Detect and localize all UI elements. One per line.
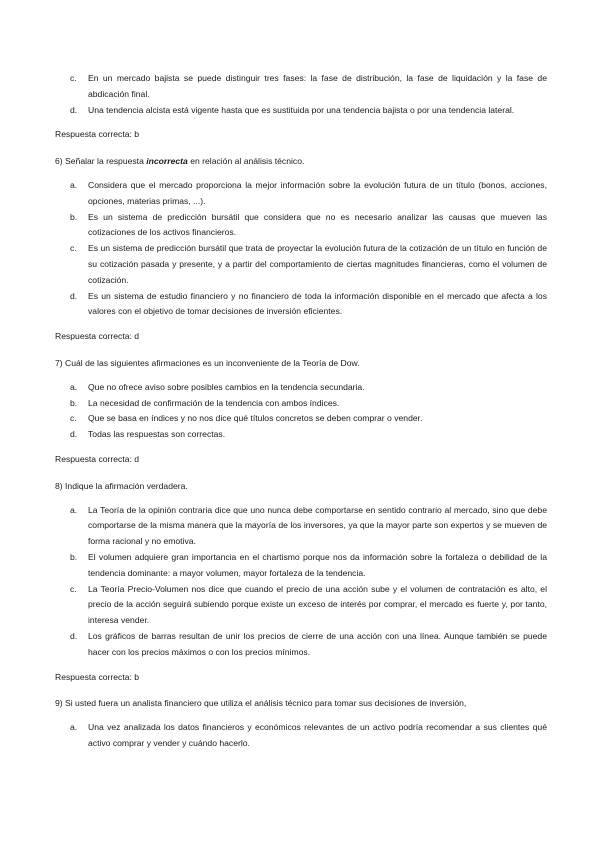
question-9-options (55, 720, 547, 752)
option-letter: a. (70, 504, 78, 515)
option-letter: b. (70, 397, 78, 408)
question-emphasis: incorrecta (146, 156, 188, 167)
list-item (55, 720, 547, 752)
list-item (55, 396, 547, 412)
option-text: El volumen adquiere gran importancia en el chartismo porque nos da información sobre la fortaleza o debilidad de la tendencia dominante: a mayor volumen, mayor fortaleza de la tendencia. (88, 551, 547, 578)
list-item (55, 380, 547, 396)
list-item (55, 71, 547, 103)
list-item (55, 550, 547, 582)
correct-answer: Respuesta correcta: d (55, 331, 140, 342)
option-text: Que se basa en índices y no nos dice qué títulos concretos se deben comprar o vender. (88, 413, 423, 424)
option-letter: d. (70, 290, 78, 301)
option-text: La Teoría de la opinión contraria dice que uno nunca debe comportarse en sentido contrario al mercado, sino que debe comportarse de la misma manera que la mayoría de los inversores, ya que la mayor parte son expertos y se mueven de forma racional y no emotiva. (88, 504, 547, 547)
list-item (55, 411, 547, 427)
option-letter: a. (70, 179, 78, 190)
option-text: Que no ofrece aviso sobre posibles cambios en la tendencia secundaria. (88, 381, 365, 392)
list-item (55, 427, 547, 443)
option-text: Es un sistema de estudio financiero y no financiero de toda la información disponible en el mercado que afecta a los valores con el objetivo de tomar decisiones de inversión eficientes. (88, 290, 547, 317)
option-text: Una tendencia alcista está vigente hasta que es sustituida por una tendencia bajista o por una tendencia lateral. (88, 104, 515, 115)
correct-answer: Respuesta correcta: b (55, 671, 140, 682)
list-item (55, 503, 547, 550)
question-text: 6) Señalar la respuesta (55, 156, 147, 167)
option-text: Es un sistema de predicción bursátil que considera que no es necesario analizar las causas que mueven las cotizaciones de los activos financieros. (88, 211, 547, 238)
option-letter: b. (70, 551, 78, 562)
option-text: Los gráficos de barras resultan de unir los precios de cierre de una acción con una línea. Aunque también se puede hacer con los precios máximos o con los precios mínimos. (88, 630, 547, 657)
option-text: Una vez analizada los datos financieros y económicos relevantes de un activo podría recomendar a sus clientes qué activo comprar y vender y cuándo hacerlo. (88, 722, 547, 748)
question-text: en relación al análisis técnico. (187, 156, 305, 167)
question-7-prompt: 7) Cuál de las siguientes afirmaciones es un inconveniente de la Teoría de Dow. (55, 357, 360, 368)
option-text: Todas las respuestas son correctas. (88, 429, 226, 440)
option-letter: c. (70, 413, 77, 424)
option-text: En un mercado bajista se puede distinguir tres fases: la fase de distribución, la fase de liquidación y la fase de abdicación final. (88, 73, 547, 99)
option-letter: d. (70, 630, 78, 641)
list-item (55, 582, 547, 629)
question-6-prompt (55, 154, 547, 170)
question-6-options (55, 178, 547, 320)
question-7-options (55, 380, 547, 443)
option-letter: c. (70, 243, 77, 254)
list-item (55, 178, 547, 210)
list-item (55, 629, 547, 661)
page-content (55, 71, 547, 752)
list-item (55, 289, 547, 321)
question-8-prompt: 8) Indique la afirmación verdadera. (55, 480, 188, 491)
option-text: La Teoría Precio-Volumen nos dice que cuando el precio de una acción sube y el volumen de contratación es alto, el precio de la acción seguirá subiendo porque existe un exceso de interés por comprar, el mercado es fuerte y, por tanto, interesa vender. (88, 583, 547, 626)
prev-question-options (55, 71, 547, 118)
option-text: Es un sistema de predicción bursátil que trata de proyectar la evolución futura de la cotización de un título en función de su cotización pasada y presente, y a partir del comportamiento de ciertas magnitudes financieras, como el volumen de cotización. (88, 243, 547, 285)
correct-answer: Respuesta correcta: b (55, 129, 140, 140)
option-text: Considera que el mercado proporciona la mejor información sobre la evolución futura de un título (bonos, acciones, opciones, materias primas, ...). (88, 179, 547, 206)
correct-answer: Respuesta correcta: d (55, 453, 140, 464)
option-letter: a. (70, 722, 78, 733)
option-letter: b. (70, 211, 78, 222)
list-item (55, 103, 547, 119)
option-text: La necesidad de confirmación de la tendencia con ambos índices. (88, 397, 340, 408)
option-letter: d. (70, 429, 78, 440)
option-letter: c. (70, 73, 77, 83)
option-letter: d. (70, 104, 78, 115)
option-letter: a. (70, 381, 78, 392)
list-item (55, 210, 547, 242)
question-9-prompt: 9) Si usted fuera un analista financiero que utiliza el análisis técnico para tomar sus decisiones de inversión, (55, 698, 467, 709)
question-8-options (55, 503, 547, 661)
list-item (55, 241, 547, 288)
option-letter: c. (70, 583, 77, 594)
